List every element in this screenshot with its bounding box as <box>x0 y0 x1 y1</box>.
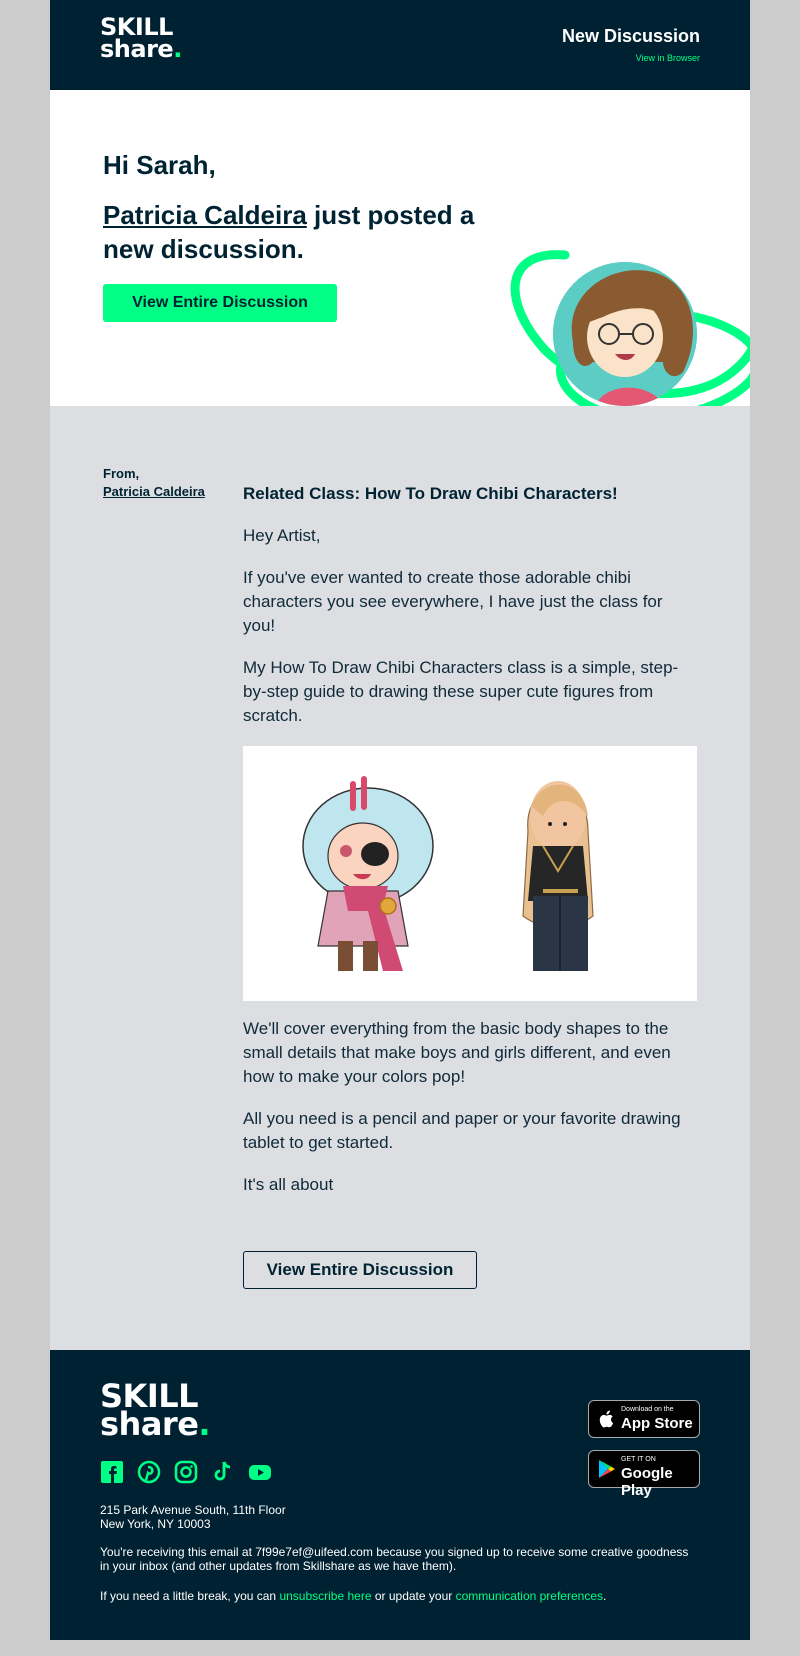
company-address <box>100 1503 286 1531</box>
app-store-big-text: App Store <box>621 1415 693 1432</box>
view-entire-discussion-button[interactable]: View Entire Discussion <box>103 284 337 322</box>
apple-icon <box>598 1409 616 1429</box>
email-footer <box>50 1350 750 1640</box>
from-label: From, <box>103 466 140 481</box>
hero-section <box>50 90 750 406</box>
google-play-icon <box>597 1459 617 1479</box>
address-line2: New York, NY 10003 <box>100 1517 211 1531</box>
unsub-mid: or update your <box>374 1589 453 1603</box>
view-entire-discussion-button-secondary[interactable]: View Entire Discussion <box>243 1251 477 1289</box>
post-paragraph: Hey Artist, <box>243 526 321 545</box>
google-play-small-text: GET IT ON <box>621 1456 656 1463</box>
address-line1: 215 Park Avenue South, 11th Floor <box>100 1503 286 1517</box>
author-avatar[interactable] <box>553 262 697 406</box>
chibi-illustration <box>243 746 697 1001</box>
app-store-badge[interactable] <box>588 1400 700 1438</box>
author-link[interactable]: Patricia Caldeira <box>103 200 307 230</box>
social-links <box>100 1460 272 1484</box>
post-paragraph: My How To Draw Chibi Characters class is a simple, step-by-step guide to drawing these super cute figures from scratch. <box>243 658 679 725</box>
headline <box>103 198 503 266</box>
youtube-icon[interactable] <box>248 1460 272 1484</box>
chibi-character-right <box>523 781 593 971</box>
post-paragraph: It's all about <box>243 1175 334 1194</box>
view-in-browser-link[interactable]: View in Browser <box>635 53 700 63</box>
unsubscribe-link[interactable]: unsubscribe here <box>279 1589 372 1603</box>
avatar-illustration <box>553 262 697 406</box>
post-content <box>243 484 699 1215</box>
chibi-characters-image <box>243 746 697 1001</box>
email-container <box>50 0 750 1640</box>
footer-logo-line1: SKILL <box>100 1377 199 1415</box>
post-paragraph: If you've ever wanted to create those adorable chibi characters you see everywhere, I have just the class for you! <box>243 568 663 635</box>
google-play-big-text: Google Play <box>621 1465 673 1499</box>
facebook-icon[interactable] <box>100 1460 124 1484</box>
logo-line2: share <box>100 35 174 63</box>
from-author-link[interactable]: Patricia Caldeira <box>103 484 205 499</box>
google-play-badge[interactable] <box>588 1450 700 1499</box>
headline-suffix: just posted a new discussion. <box>103 200 475 264</box>
related-class-title: Related Class: How To Draw Chibi Characters! <box>243 484 618 503</box>
unsubscribe-line <box>100 1589 606 1603</box>
greeting: Hi Sarah, <box>103 150 216 180</box>
subscription-notice: You're receiving this email at 7f99e7ef@uifeed.com because you signed up to receive some creative goodness in your inbox (and other updates from Skillshare as we have them). <box>100 1545 689 1573</box>
email-header <box>50 0 750 90</box>
footer-logo-line2: share <box>100 1405 199 1443</box>
tiktok-icon[interactable] <box>211 1460 235 1484</box>
skillshare-logo[interactable]: SKILL share. <box>100 13 182 63</box>
footer-skillshare-logo[interactable]: SKILL share. <box>100 1377 211 1443</box>
post-paragraph: We'll cover everything from the basic body shapes to the small details that make boys and girls different, and even how to make your colors pop! <box>243 1019 671 1086</box>
header-title: New Discussion <box>561 26 700 46</box>
post-paragraph: All you need is a pencil and paper or your favorite drawing tablet to get started. <box>243 1109 681 1152</box>
logo-line1: SKILL <box>100 13 173 41</box>
instagram-icon[interactable] <box>174 1460 198 1484</box>
unsub-prefix: If you need a little break, you can <box>100 1589 277 1603</box>
communication-preferences-link[interactable]: communication preferences <box>455 1589 603 1603</box>
app-store-small-text: Download on the <box>621 1406 674 1413</box>
chibi-character-left <box>303 776 433 971</box>
pinterest-icon[interactable] <box>137 1460 161 1484</box>
discussion-body <box>50 406 750 1350</box>
unsub-end: . <box>603 1589 607 1603</box>
